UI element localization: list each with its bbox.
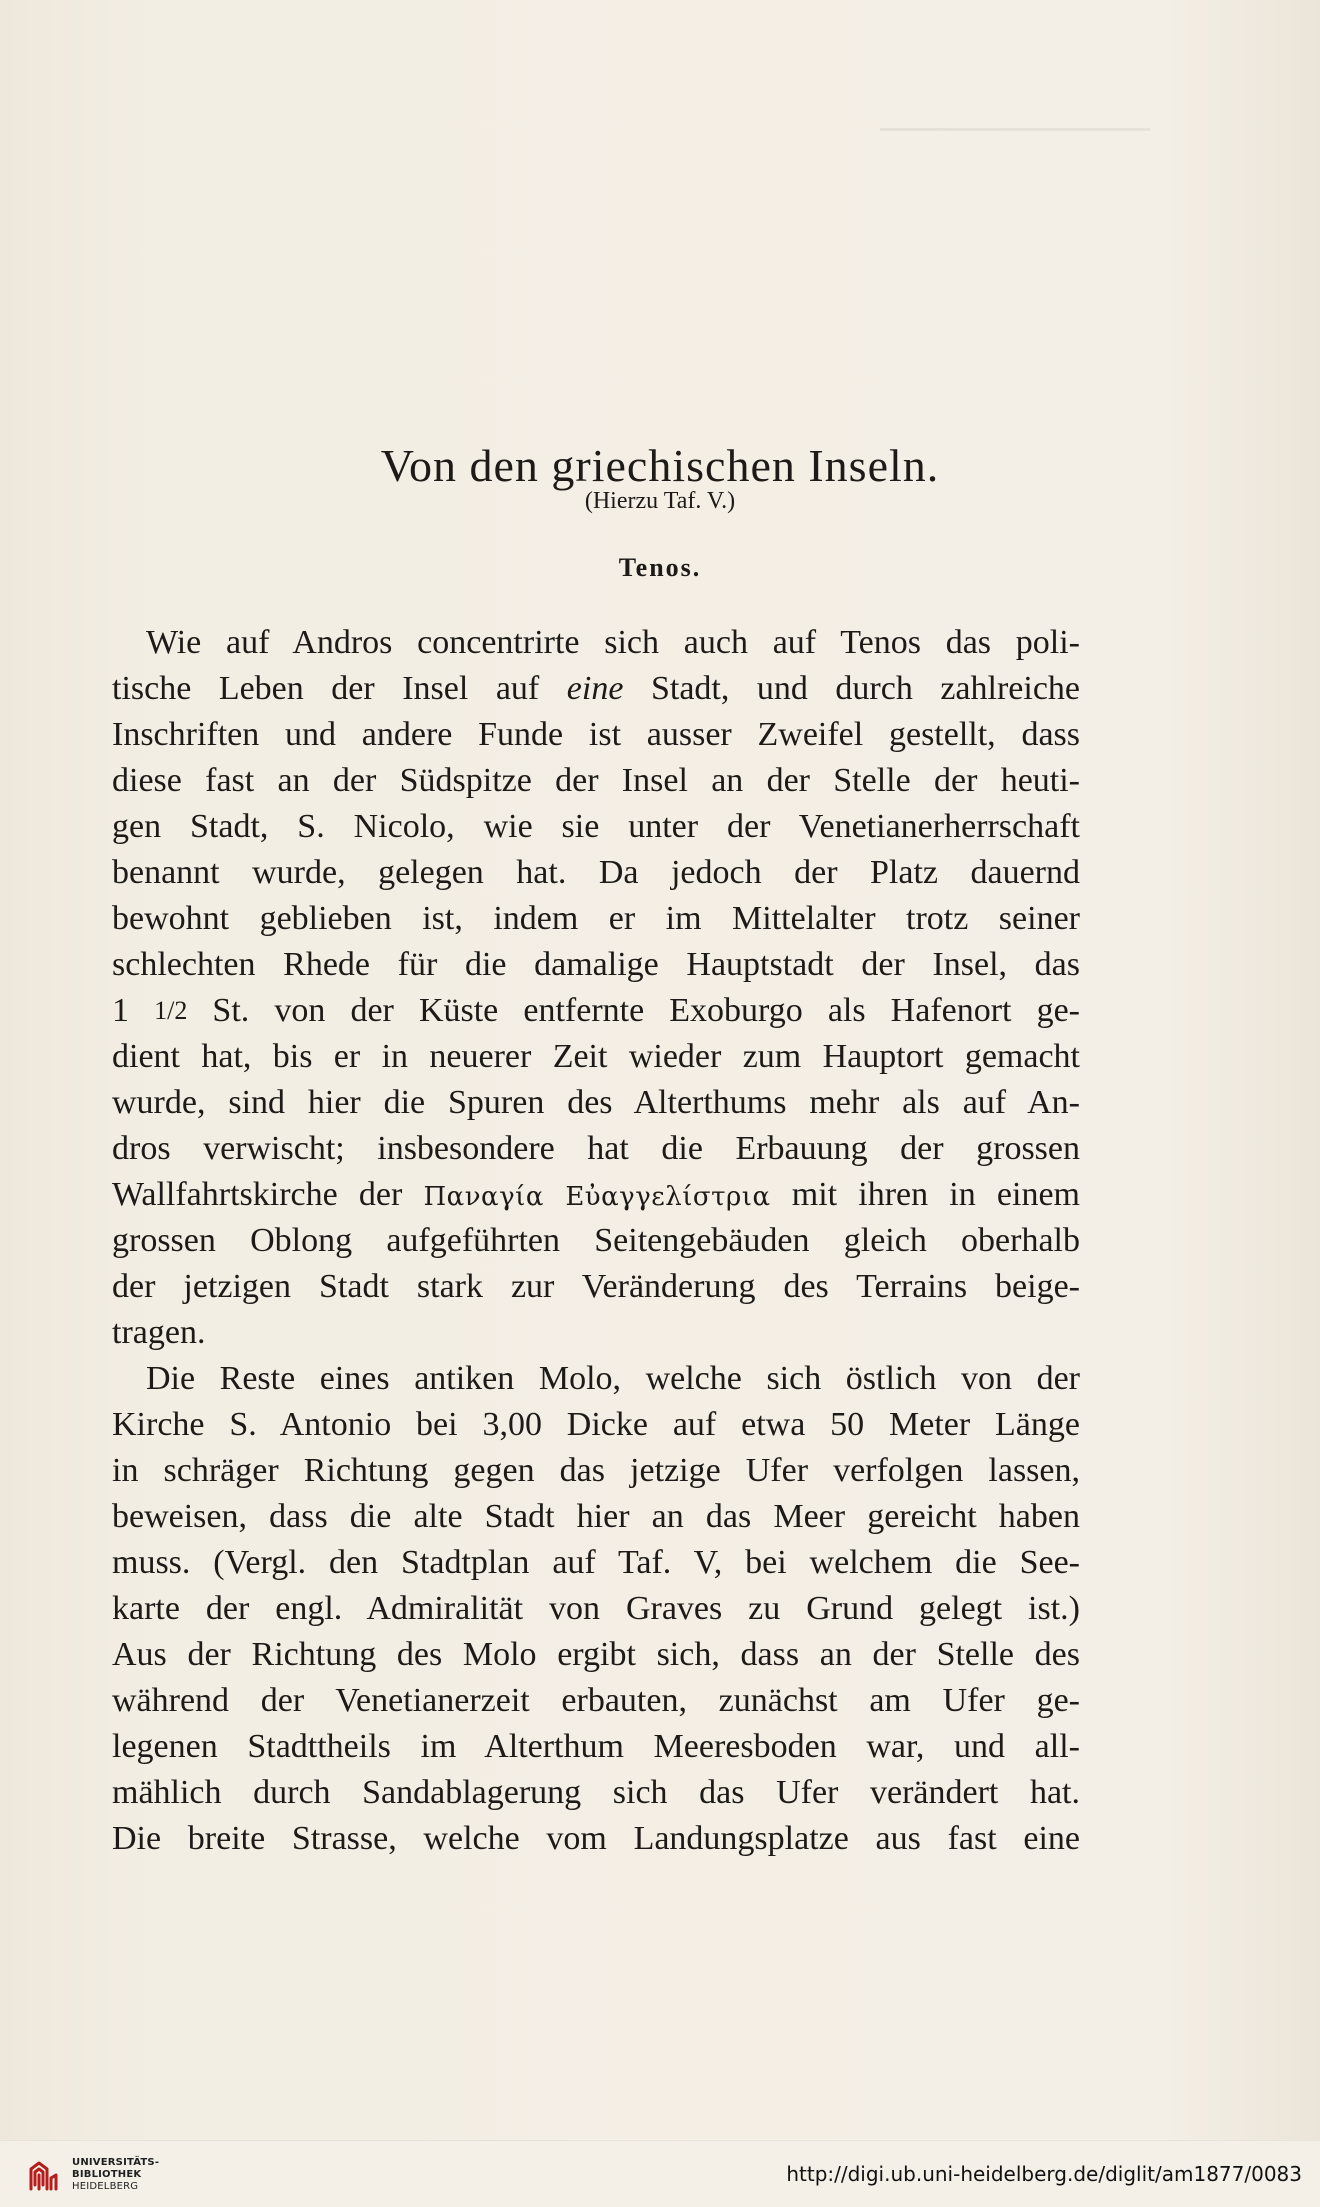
body-line <box>112 666 1080 712</box>
body-line <box>112 1172 1080 1220</box>
body-line: legenen Stadttheils im Alterthum Meeresboden war, und all- <box>112 1728 1080 1765</box>
body-line: dros verwischt; insbesondere hat die Erbauung der grossen <box>112 1130 1080 1167</box>
body-text: tische Leben der Insel auf <box>112 670 540 707</box>
library-name-line: HEIDELBERG <box>72 2181 139 2192</box>
library-name <box>72 2157 159 2193</box>
source-url-link[interactable]: http://digi.ub.uni-heidelberg.de/diglit/am1877/0083 <box>786 2162 1302 2186</box>
body-line: während der Venetianerzeit erbauten, zunächst am Ufer ge- <box>112 1682 1080 1719</box>
body-line: Aus der Richtung des Molo ergibt sich, dass an der Stelle des <box>112 1636 1080 1673</box>
body-line <box>112 988 1080 1034</box>
body-line: der jetzigen Stadt stark zur Veränderung des Terrains beige- <box>112 1268 1080 1305</box>
section-heading: Tenos. <box>618 553 702 582</box>
library-name-line: BIBLIOTHEK <box>72 2169 142 2180</box>
body-line: diese fast an der Südspitze der Insel an der Stelle der heuti- <box>112 762 1080 799</box>
fraction: 1/2 <box>154 996 188 1025</box>
body-text: Wallfahrtskirche der <box>112 1176 403 1213</box>
body-line: Inschriften und andere Funde ist ausser Zweifel gestellt, dass <box>112 716 1080 753</box>
library-logo-icon <box>26 2160 60 2194</box>
body-line: gen Stadt, S. Nicolo, wie sie unter der Venetianerherrschaft <box>112 808 1080 845</box>
article-title: Von den griechischen Inseln. <box>380 439 940 491</box>
body-line: schlechten Rhede für die damalige Hauptstadt der Insel, das <box>112 946 1080 983</box>
greek-church-name: Παναγία Εὐαγγελίστρια <box>423 1182 771 1212</box>
body-line: Kirche S. Antonio bei 3,00 Dicke auf etwa 50 Meter Länge <box>112 1406 1080 1443</box>
emphasized-word: eine <box>566 670 624 707</box>
body-text: Stadt, und durch zahlreiche <box>650 670 1081 707</box>
body-line: wurde, sind hier die Spuren des Alterthums mehr als auf An- <box>112 1084 1080 1121</box>
body-line: karte der engl. Admiralität von Graves zu Grund gelegt ist.) <box>112 1590 1080 1627</box>
body-line: Wie auf Andros concentrirte sich auch auf Tenos das poli- <box>146 624 1080 661</box>
faded-header-trace <box>880 128 1150 131</box>
body-line: Die breite Strasse, welche vom Landungsplatze aus fast eine <box>112 1820 1080 1857</box>
body-line: in schräger Richtung gegen das jetzige Ufer verfolgen lassen, <box>112 1452 1080 1489</box>
logo-mark <box>31 2163 56 2189</box>
body-line: bewohnt geblieben ist, indem er im Mittelalter trotz seiner <box>112 900 1080 937</box>
body-text: St. von der Küste entfernte Exoburgo als Hafenort ge- <box>212 992 1081 1029</box>
body-line: muss. (Vergl. den Stadtplan auf Taf. V, bei welchem die See- <box>112 1544 1080 1581</box>
body-line: benannt wurde, gelegen hat. Da jedoch der Platz dauernd <box>112 854 1080 891</box>
library-name-line: UNIVERSITÄTS- <box>72 2157 160 2168</box>
body-line: dient hat, bis er in neuerer Zeit wieder zum Hauptort gemacht <box>112 1038 1080 1075</box>
plate-reference: (Hierzu Taf. V.) <box>584 488 736 514</box>
body-line: Die Reste eines antiken Molo, welche sich östlich von der <box>146 1360 1080 1397</box>
distance-number: 1 <box>112 992 129 1029</box>
body-line: tragen. <box>112 1314 206 1351</box>
body-text: mit ihren in einem <box>791 1176 1081 1213</box>
body-line: mählich durch Sandablagerung sich das Ufer verändert hat. <box>112 1774 1080 1811</box>
body-line: beweisen, dass die alte Stadt hier an das Meer gereicht haben <box>112 1498 1080 1535</box>
body-line: grossen Oblong aufgeführten Seitengebäuden gleich oberhalb <box>112 1222 1080 1259</box>
